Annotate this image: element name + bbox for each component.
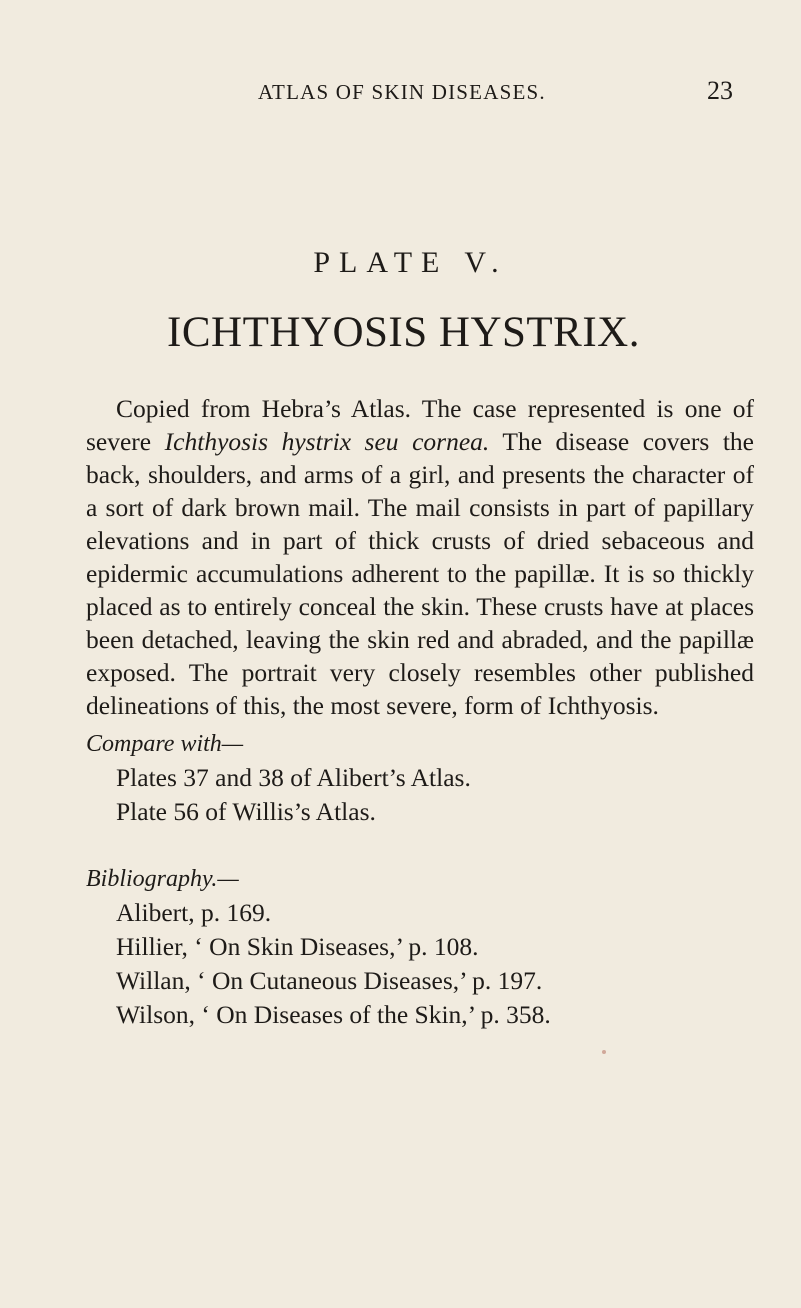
running-head: ATLAS OF SKIN DISEASES.: [258, 80, 546, 104]
ink-spot: [602, 1050, 606, 1054]
plate-title: PLATE V.: [313, 246, 508, 279]
description-paragraph: [86, 392, 754, 722]
compare-item: Plates 37 and 38 of Alibert’s Atlas.: [116, 763, 471, 792]
bibliography-heading: Bibliography.—: [86, 866, 239, 892]
page-number: 23: [707, 76, 733, 105]
compare-heading: Compare with—: [86, 731, 244, 757]
description-species-name: Ichthyosis hystrix seu cornea.: [164, 427, 490, 456]
description-text-1: Copied from Hebra’s Atlas. The case represented is one of severe: [86, 394, 754, 456]
bibliography-item: Willan, ‘ On Cutaneous Diseases,’ p. 197.: [116, 966, 543, 995]
description-text-2: The disease covers the back, shoulders, and arms of a girl, and presents the character of a sort of dark brown mail. The mail consists in part of papillary elevations and in part of thick crusts of dried sebaceous and epidermic accumulations adherent to the papillæ. It is so thickly placed as to entirely conceal the skin. These crusts have at places been detached, leaving the skin red and abraded, and the papillæ exposed. The portrait very closely resembles other published delineations of this, the most severe, form of Ichthyosis.: [86, 427, 754, 720]
bibliography-item: Wilson, ‘ On Diseases of the Skin,’ p. 358.: [116, 1000, 551, 1029]
page-title: ICHTHYOSIS HYSTRIX.: [167, 309, 640, 356]
compare-item: Plate 56 of Willis’s Atlas.: [116, 797, 376, 826]
bibliography-item: Alibert, p. 169.: [116, 898, 272, 927]
bibliography-item: Hillier, ‘ On Skin Diseases,’ p. 108.: [116, 932, 479, 961]
